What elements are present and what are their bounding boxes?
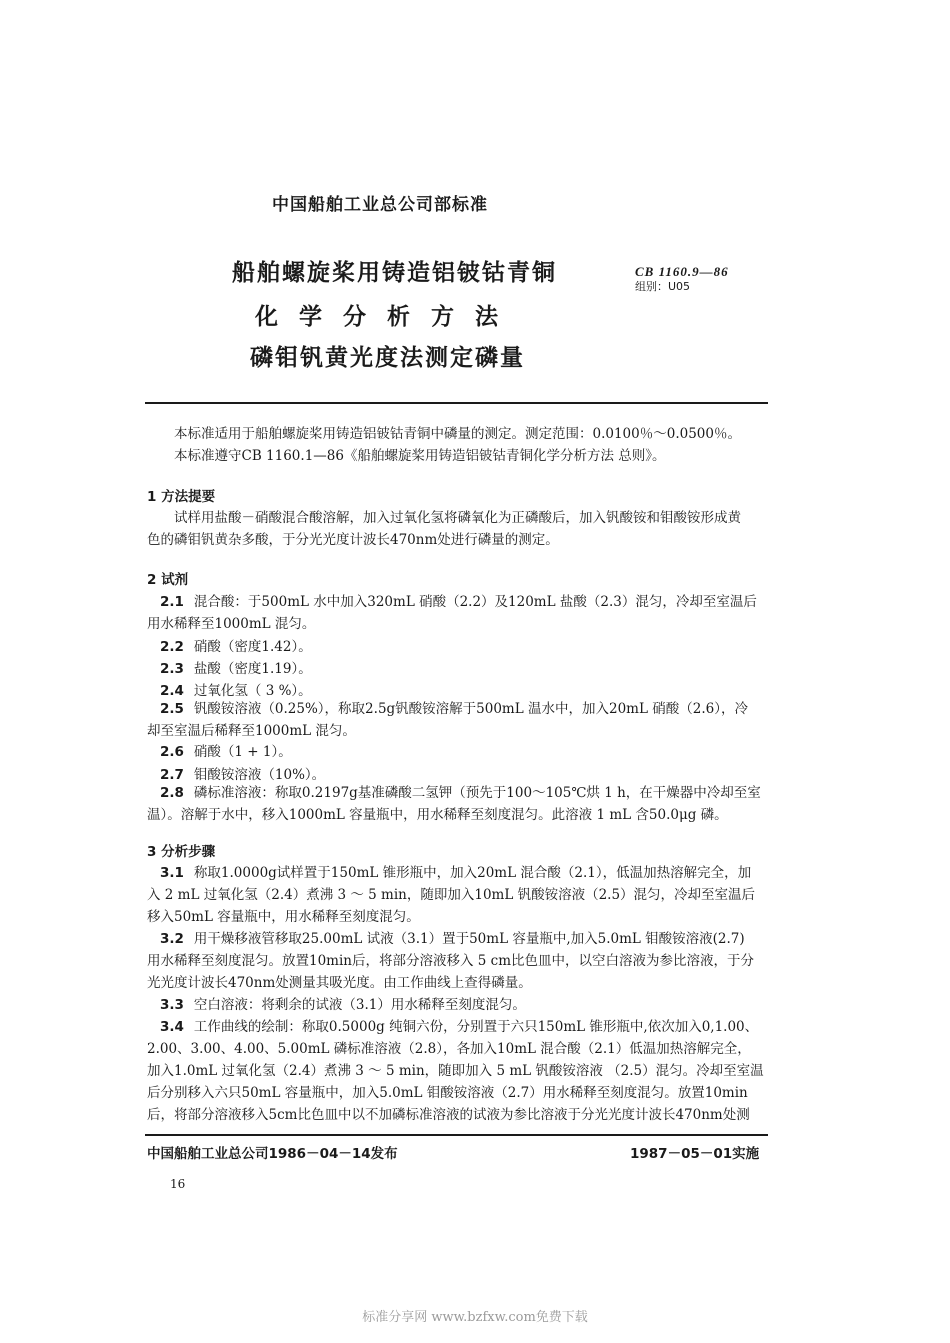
reagent-2-5: 2.5 钒酸铵溶液（0.25%），称取2.5g钒酸铵溶解于500mL 温水中，加入20mL 硝酸（2.6），冷 xyxy=(160,701,748,717)
intro-line-1: 本标准适用于船舶螺旋桨用铸造铝铍钴青铜中磷量的测定。测定范围：0.0100％～0.0500％。 xyxy=(174,426,741,442)
reagent-2-1: 2.1 混合酸：于500mL 水中加入320mL 硝酸（2.2）及120mL 盐酸（2.3）混匀，冷却至室温后 xyxy=(160,594,757,610)
step-3-2: 3.2 用干燥移液管移取25.00mL 试液（3.1）置于50mL 容量瓶中,加入5.0mL 钼酸铵溶液(2.7) xyxy=(160,931,745,947)
step-3-1-cont: 入 2 mL 过氧化氢（2.4）煮沸 3 ～ 5 min，随即加入10mL 钒酸铵溶液（2.5）混匀，冷却至室温后 xyxy=(147,887,756,903)
clause-number: 2.8 xyxy=(160,785,184,801)
intro-line-2: 本标准遵守CB 1160.1—86《船舶螺旋桨用铸造铝铍钴青铜化学分析方法 总则》。 xyxy=(174,448,666,464)
reagent-2-1-cont: 用水稀释至1000mL 混匀。 xyxy=(147,616,316,632)
step-3-2-cont: 用水稀释至刻度混匀。放置10min后，将部分溶液移入 5 cm比色皿中，以空白溶液为参比溶液，于分 xyxy=(147,953,755,969)
section-2-heading: 2 试剂 xyxy=(147,572,189,588)
step-3-1: 3.1 称取1.0000g试样置于150mL 锥形瓶中，加入20mL 混合酸（2.1），低温加热溶解完全，加 xyxy=(160,865,752,881)
step-3-2-cont: 光光度计波长470nm处测量其吸光度。由工作曲线上查得磷量。 xyxy=(147,975,532,991)
effective-date: 1987－05－01实施 xyxy=(630,1146,760,1162)
standard-code: CB 1160.9—86 xyxy=(635,264,729,279)
clause-number: 3.3 xyxy=(160,997,184,1013)
reagent-2-5-cont: 却至室温后稀释至1000mL 混匀。 xyxy=(147,723,356,739)
standard-group: 组别：U05 xyxy=(635,280,691,293)
step-3-4-cont: 后分别移入六只50mL 容量瓶中，加入5.0mL 钼酸铵溶液（2.7）用水稀释至刻度混匀。放置10min xyxy=(147,1085,748,1101)
header-rule xyxy=(145,402,768,404)
clause-number: 2.4 xyxy=(160,683,184,699)
reagent-2-8: 2.8 磷标准溶液：称取0.2197g基准磷酸二氢钾（预先于100～105℃烘 1 h，在干燥器中冷却至室 xyxy=(160,785,761,801)
reagent-2-6: 2.6 硝酸（1 + 1）。 xyxy=(160,744,292,760)
step-3-4: 3.4 工作曲线的绘制：称取0.5000g 纯铜六份，分别置于六只150mL 锥形瓶中,依次加入0,1.00、 xyxy=(160,1019,759,1035)
title-line-1: 船舶螺旋桨用铸造铝铍钴青铜 xyxy=(232,260,557,286)
clause-number: 2.5 xyxy=(160,701,184,717)
reagent-2-3: 2.3 盐酸（密度1.19）。 xyxy=(160,661,312,677)
clause-number: 2.6 xyxy=(160,744,184,760)
section-1-line: 试样用盐酸－硝酸混合酸溶解，加入过氧化氢将磷氧化为正磷酸后，加入钒酸铵和钼酸铵形成黄 xyxy=(174,510,741,526)
issue-date: 中国船舶工业总公司1986－04－14发布 xyxy=(147,1146,398,1162)
step-3-3: 3.3 空白溶液：将剩余的试液（3.1）用水稀释至刻度混匀。 xyxy=(160,997,526,1013)
watermark: 标准分享网 www.bzfxw.com免费下载 xyxy=(362,1310,588,1325)
step-3-4-cont: 后，将部分溶液移入5cm比色皿中以不加磷标准溶液的试液为参比溶液于分光光度计波长470nm处测 xyxy=(147,1107,750,1123)
reagent-2-8-cont: 温）。溶解于水中，移入1000mL 容量瓶中，用水稀释至刻度混匀。此溶液 1 mL 含50.0μg 磷。 xyxy=(147,807,728,823)
step-3-4-cont: 2.00、3.00、4.00、5.00mL 磷标准溶液（2.8），各加入10mL 混合酸（2.1）低温加热溶解完全， xyxy=(147,1041,751,1057)
clause-number: 2.3 xyxy=(160,661,184,677)
clause-number: 2.7 xyxy=(160,767,184,783)
issuing-organization: 中国船舶工业总公司部标准 xyxy=(272,195,488,215)
section-1-heading: 1 方法提要 xyxy=(147,489,216,505)
clause-number: 2.2 xyxy=(160,639,184,655)
step-3-1-cont: 移入50mL 容量瓶中，用水稀释至刻度混匀。 xyxy=(147,909,420,925)
reagent-2-7: 2.7 钼酸铵溶液（10%）。 xyxy=(160,767,326,783)
title-line-3: 磷钼钒黄光度法测定磷量 xyxy=(250,345,525,371)
reagent-2-4: 2.4 过氧化氢（ 3 %）。 xyxy=(160,683,312,699)
footer-rule xyxy=(145,1134,768,1136)
reagent-2-2: 2.2 硝酸（密度1.42）。 xyxy=(160,639,312,655)
clause-number: 3.2 xyxy=(160,931,184,947)
title-line-2: 化学分析方法 xyxy=(255,304,519,330)
page-number: 16 xyxy=(170,1177,186,1191)
clause-number: 3.1 xyxy=(160,865,184,881)
section-3-heading: 3 分析步骤 xyxy=(147,844,216,860)
clause-number: 2.1 xyxy=(160,594,184,610)
clause-number: 3.4 xyxy=(160,1019,184,1035)
section-1-line: 色的磷钼钒黄杂多酸，于分光光度计波长470nm处进行磷量的测定。 xyxy=(147,532,559,548)
step-3-4-cont: 加入1.0mL 过氧化氢（2.4）煮沸 3 ～ 5 min，随即加入 5 mL 钒酸铵溶液 （2.5）混匀。冷却至室温 xyxy=(147,1063,764,1079)
